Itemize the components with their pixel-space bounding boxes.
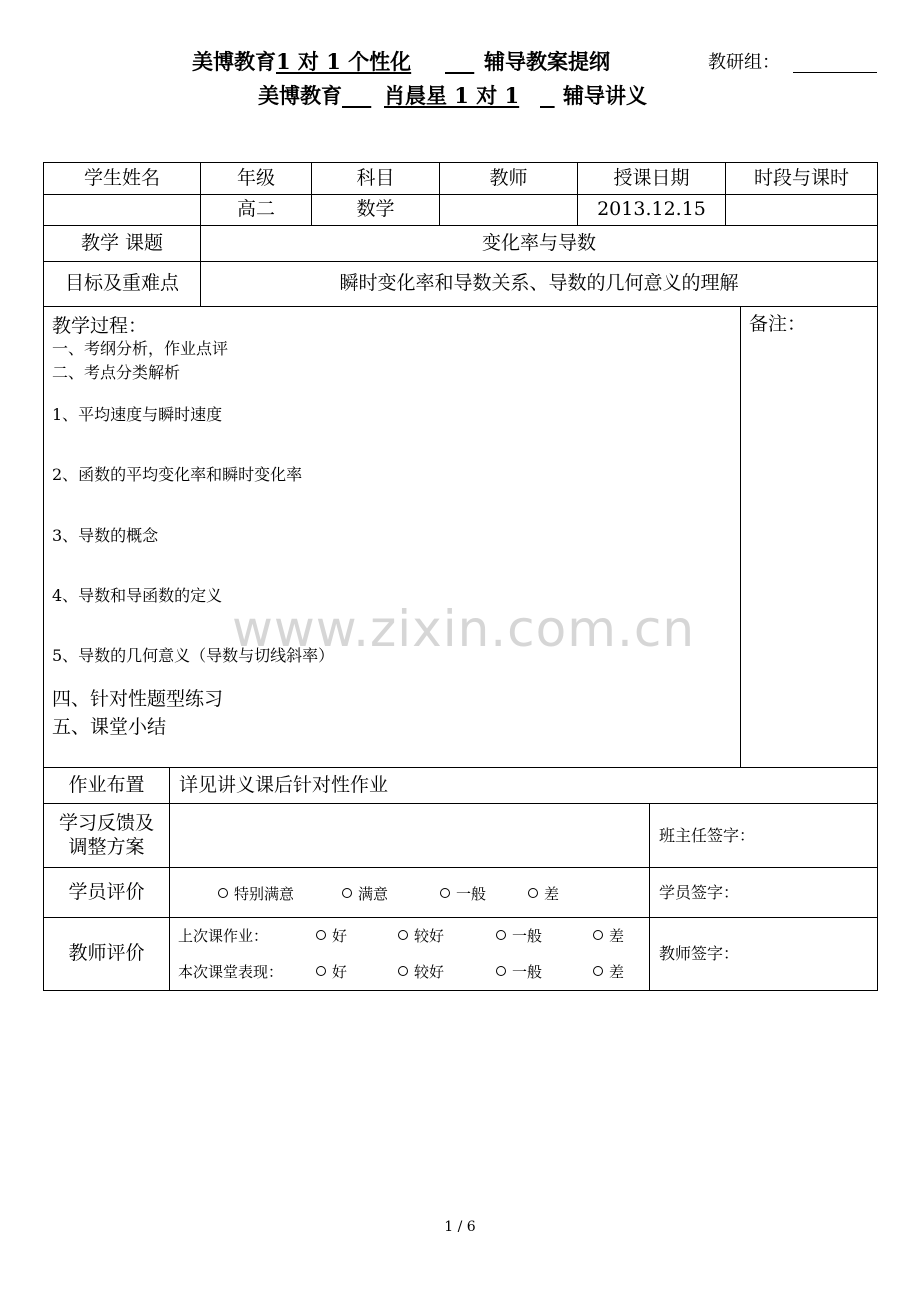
process-item: 5、导数的几何意义（导数与切线斜率） [52, 646, 335, 665]
radio-circle-icon [398, 966, 408, 976]
teacher-eval-label: 教师评价 [43, 917, 170, 991]
radio-circle-icon [440, 888, 450, 898]
header-student-name: 学生姓名 [43, 162, 201, 195]
header-teacher: 教师 [439, 162, 578, 195]
student-eval-label: 学员评价 [43, 867, 170, 918]
teacher-option[interactable]: 好 [316, 962, 347, 982]
value-grade: 高二 [200, 194, 312, 226]
topic-value: 变化率与导数 [200, 225, 878, 262]
radio-circle-icon [316, 930, 326, 940]
process-item: 3、导数的概念 [52, 526, 159, 545]
teacher-option[interactable]: 较好 [398, 962, 444, 982]
feedback-value [169, 803, 650, 868]
teacher-option[interactable]: 差 [593, 962, 624, 982]
process-item: 二、考点分类解析 [52, 363, 181, 382]
teacher-option[interactable]: 一般 [496, 926, 542, 946]
research-group-label: 教研组： [708, 52, 780, 73]
header-subject: 科目 [311, 162, 440, 195]
header-time-slot: 时段与课时 [725, 162, 878, 195]
value-subject: 数学 [311, 194, 440, 226]
teacher-option[interactable]: 较好 [398, 926, 444, 946]
teacher-option[interactable]: 一般 [496, 962, 542, 982]
goal-value: 瞬时变化率和导数关系、导数的几何意义的理解 [200, 261, 878, 307]
teacher-name-title: 肖晨星 1 对 1 [384, 83, 520, 108]
teacher-sign: 教师签字： [649, 917, 878, 991]
teacher-option[interactable]: 好 [316, 926, 347, 946]
remark-label: 备注： [749, 313, 807, 335]
title-suffix: 辅导教案提纲 [484, 49, 610, 74]
student-sign: 学员签字： [649, 867, 878, 918]
feedback-label: 学习反馈及调整方案 [43, 803, 170, 868]
homework-label: 作业布置 [43, 767, 170, 804]
radio-circle-icon [593, 966, 603, 976]
radio-circle-icon [316, 966, 326, 976]
radio-circle-icon [528, 888, 538, 898]
process-item: 1、平均速度与瞬时速度 [52, 405, 223, 424]
topic-label: 教学 课题 [43, 225, 201, 262]
process-item-practice: 四、针对性题型练习 [52, 688, 224, 710]
title-suffix-2: 辅导讲义 [563, 83, 647, 108]
goal-label: 目标及重难点 [43, 261, 201, 307]
value-teacher [439, 194, 578, 226]
radio-circle-icon [593, 930, 603, 940]
radio-circle-icon [398, 930, 408, 940]
process-item-summary: 五、课堂小结 [52, 716, 167, 738]
value-student-name [43, 194, 201, 226]
teacher-eval-row-homework [178, 926, 638, 946]
research-group-blank [793, 72, 877, 73]
radio-circle-icon [218, 888, 228, 898]
student-option[interactable]: 满意 [342, 884, 388, 904]
homework-value: 详见讲义课后针对性作业 [169, 767, 878, 804]
teacher-eval-row-label: 本次课堂表现： [178, 963, 284, 981]
value-date: 2013.12.15 [577, 194, 726, 226]
process-item: 2、函数的平均变化率和瞬时变化率 [52, 465, 303, 484]
teacher-option[interactable]: 差 [593, 926, 624, 946]
title-underline-gap [445, 48, 474, 76]
student-option[interactable]: 差 [528, 884, 559, 904]
org-name-2: 美博教育 [258, 83, 342, 108]
title-gap-2 [342, 82, 371, 110]
headteacher-sign: 班主任签字： [649, 803, 878, 868]
watermark: www.zixin.com.cn [232, 600, 696, 658]
title-underlined-part: 1 对 1 个性化 [276, 49, 412, 74]
process-title: 教学过程： [52, 315, 148, 337]
process-item: 一、考纲分析，作业点评 [52, 339, 229, 358]
header-grade: 年级 [200, 162, 312, 195]
student-option[interactable]: 特别满意 [218, 884, 294, 904]
process-item: 4、导数和导函数的定义 [52, 586, 223, 605]
teacher-eval-row-classroom [178, 962, 638, 982]
remark-cell [740, 306, 878, 768]
page-number: 1 / 6 [444, 1219, 476, 1235]
org-name: 美博教育 [192, 49, 276, 74]
radio-circle-icon [496, 966, 506, 976]
value-time-slot [725, 194, 878, 226]
title-gap-3 [540, 82, 555, 110]
radio-circle-icon [342, 888, 352, 898]
teacher-eval-row-label: 上次课作业： [178, 927, 269, 945]
header-date: 授课日期 [577, 162, 726, 195]
radio-circle-icon [496, 930, 506, 940]
student-option[interactable]: 一般 [440, 884, 486, 904]
